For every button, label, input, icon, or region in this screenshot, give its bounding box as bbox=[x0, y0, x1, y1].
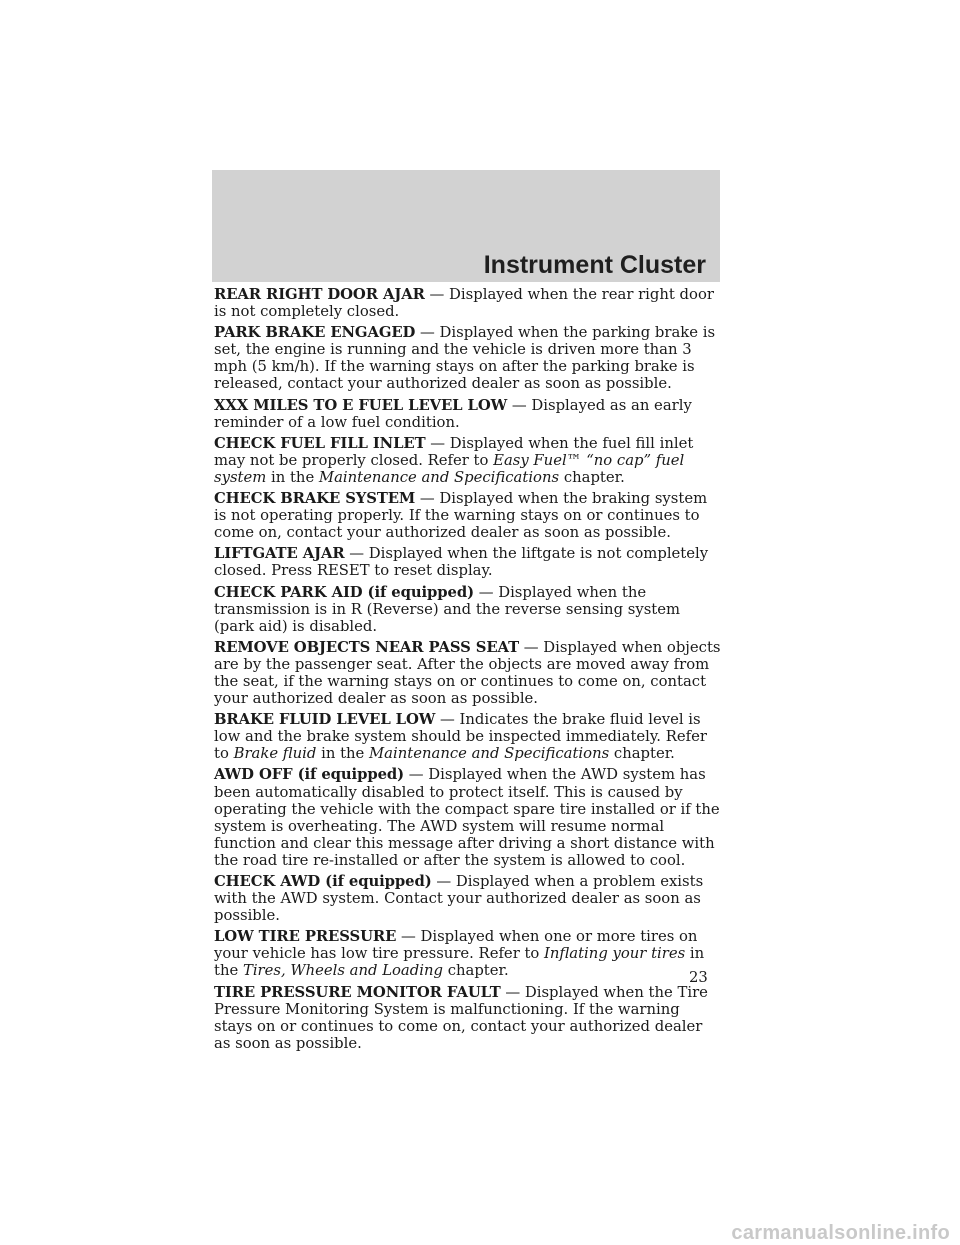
entry-term: REAR RIGHT DOOR AJAR bbox=[214, 286, 425, 303]
entry-text: in the bbox=[214, 945, 705, 980]
entry-text: in the bbox=[321, 745, 365, 763]
entry-term: LOW TIRE PRESSURE bbox=[214, 928, 397, 946]
entry-text: — Displayed when objects are by the passenger seat. After the objects are moved away from the seat, if the warning stays on or continues to come on, contact your authorized dealer as soon as possible. bbox=[214, 638, 721, 708]
entry-tire-pressure-monitor-fault bbox=[214, 984, 722, 1052]
entry-text: — Displayed when the parking brake is set, the engine is running and the vehicle is driven more than 3 mph (5 km/h). If the warning stays on after the parking brake is released, contact your authorized dealer as soon as possible. bbox=[214, 324, 716, 393]
entry-check-park-aid bbox=[214, 584, 722, 635]
entry-chapter-reference: Tires, Wheels and Loading bbox=[242, 962, 443, 980]
entry-reference: Easy Fuel™ “no cap” fuel system bbox=[214, 451, 685, 486]
entry-park-brake-engaged bbox=[214, 324, 722, 392]
entry-remove-objects bbox=[214, 639, 722, 707]
entry-term: LIFTGATE AJAR bbox=[214, 545, 345, 563]
entry-text: — Displayed as an early reminder of a low fuel condition. bbox=[214, 396, 692, 431]
entry-text: in the bbox=[271, 468, 315, 486]
entry-check-brake-system bbox=[214, 490, 722, 541]
entry-brake-fluid-level-low bbox=[214, 711, 722, 762]
entry-chapter-reference: Maintenance and Specifications bbox=[318, 468, 560, 486]
entry-chapter-reference: Maintenance and Specifications bbox=[369, 745, 610, 763]
entry-text: chapter. bbox=[563, 468, 625, 486]
entry-text: — Displayed when one or more tires on your vehicle has low tire pressure. Refer to bbox=[214, 928, 698, 963]
entry-reference: Inflating your tires bbox=[544, 945, 686, 963]
entry-text: — Displayed when the transmission is in R (Reverse) and the reverse sensing system (park aid) is disabled. bbox=[214, 583, 681, 635]
header-band bbox=[212, 170, 720, 282]
entry-check-awd bbox=[214, 873, 722, 924]
entry-text: chapter. bbox=[447, 962, 509, 980]
page-content bbox=[214, 286, 722, 1056]
entry-term: REMOVE OBJECTS NEAR PASS SEAT bbox=[214, 638, 520, 656]
entry-text: — Displayed when the AWD system has been automatically disabled to protect itself. This is caused by operating the vehicle with the compact spare tire installed or if the system is overheating. The AWD system will resume normal function and clear this message after driving a short distance with the road tire re-installed or after the system is allowed to cool. bbox=[214, 766, 720, 869]
entry-term: BRAKE FLUID LEVEL LOW bbox=[214, 711, 436, 729]
entry-text: — Indicates the brake fluid level is low and the brake system should be inspected immediately. Refer to bbox=[214, 711, 707, 763]
entry-fuel-level-low bbox=[214, 397, 722, 431]
entry-text: — Displayed when the rear right door is not completely closed. bbox=[214, 286, 714, 321]
entry-term: CHECK FUEL FILL INLET bbox=[214, 434, 426, 452]
entry-awd-off bbox=[214, 766, 722, 869]
entry-low-tire-pressure bbox=[214, 928, 722, 979]
entry-text: chapter. bbox=[613, 745, 675, 763]
entry-text: — Displayed when the Tire Pressure Monitoring System is malfunctioning. If the warning stays on or continues to come on, contact your authorized dealer as soon as possible. bbox=[214, 983, 708, 1052]
watermark-text: carmanualsonline.info bbox=[731, 1222, 950, 1244]
entry-text: — Displayed when a problem exists with the AWD system. Contact your authorized dealer as soon as possible. bbox=[214, 873, 704, 925]
section-title: Instrument Cluster bbox=[483, 251, 706, 279]
entry-term: XXX MILES TO E FUEL LEVEL LOW bbox=[214, 396, 508, 414]
entry-term: PARK BRAKE ENGAGED bbox=[214, 324, 416, 342]
entry-text: — Displayed when the liftgate is not completely closed. Press RESET to reset display. bbox=[214, 545, 709, 580]
entry-term: TIRE PRESSURE MONITOR FAULT bbox=[214, 983, 501, 1001]
entry-check-fuel-fill-inlet bbox=[214, 435, 722, 486]
entry-liftgate-ajar bbox=[214, 545, 722, 579]
entry-term: AWD OFF (if equipped) bbox=[214, 766, 405, 784]
entry-term: CHECK AWD (if equipped) bbox=[214, 873, 432, 890]
watermark bbox=[0, 1222, 960, 1242]
entry-reference: Brake fluid bbox=[233, 745, 317, 763]
entry-text: — Displayed when the braking system is not operating properly. If the warning stays on or continues to come on, contact your authorized dealer as soon as possible. bbox=[214, 490, 708, 542]
entry-text: — Displayed when the fuel fill inlet may not be properly closed. Refer to bbox=[214, 434, 694, 469]
page-number: 23 bbox=[689, 969, 708, 986]
entry-term: CHECK BRAKE SYSTEM bbox=[214, 490, 416, 508]
entry-rear-right-door-ajar bbox=[214, 286, 722, 320]
entry-term: CHECK PARK AID (if equipped) bbox=[214, 583, 474, 601]
